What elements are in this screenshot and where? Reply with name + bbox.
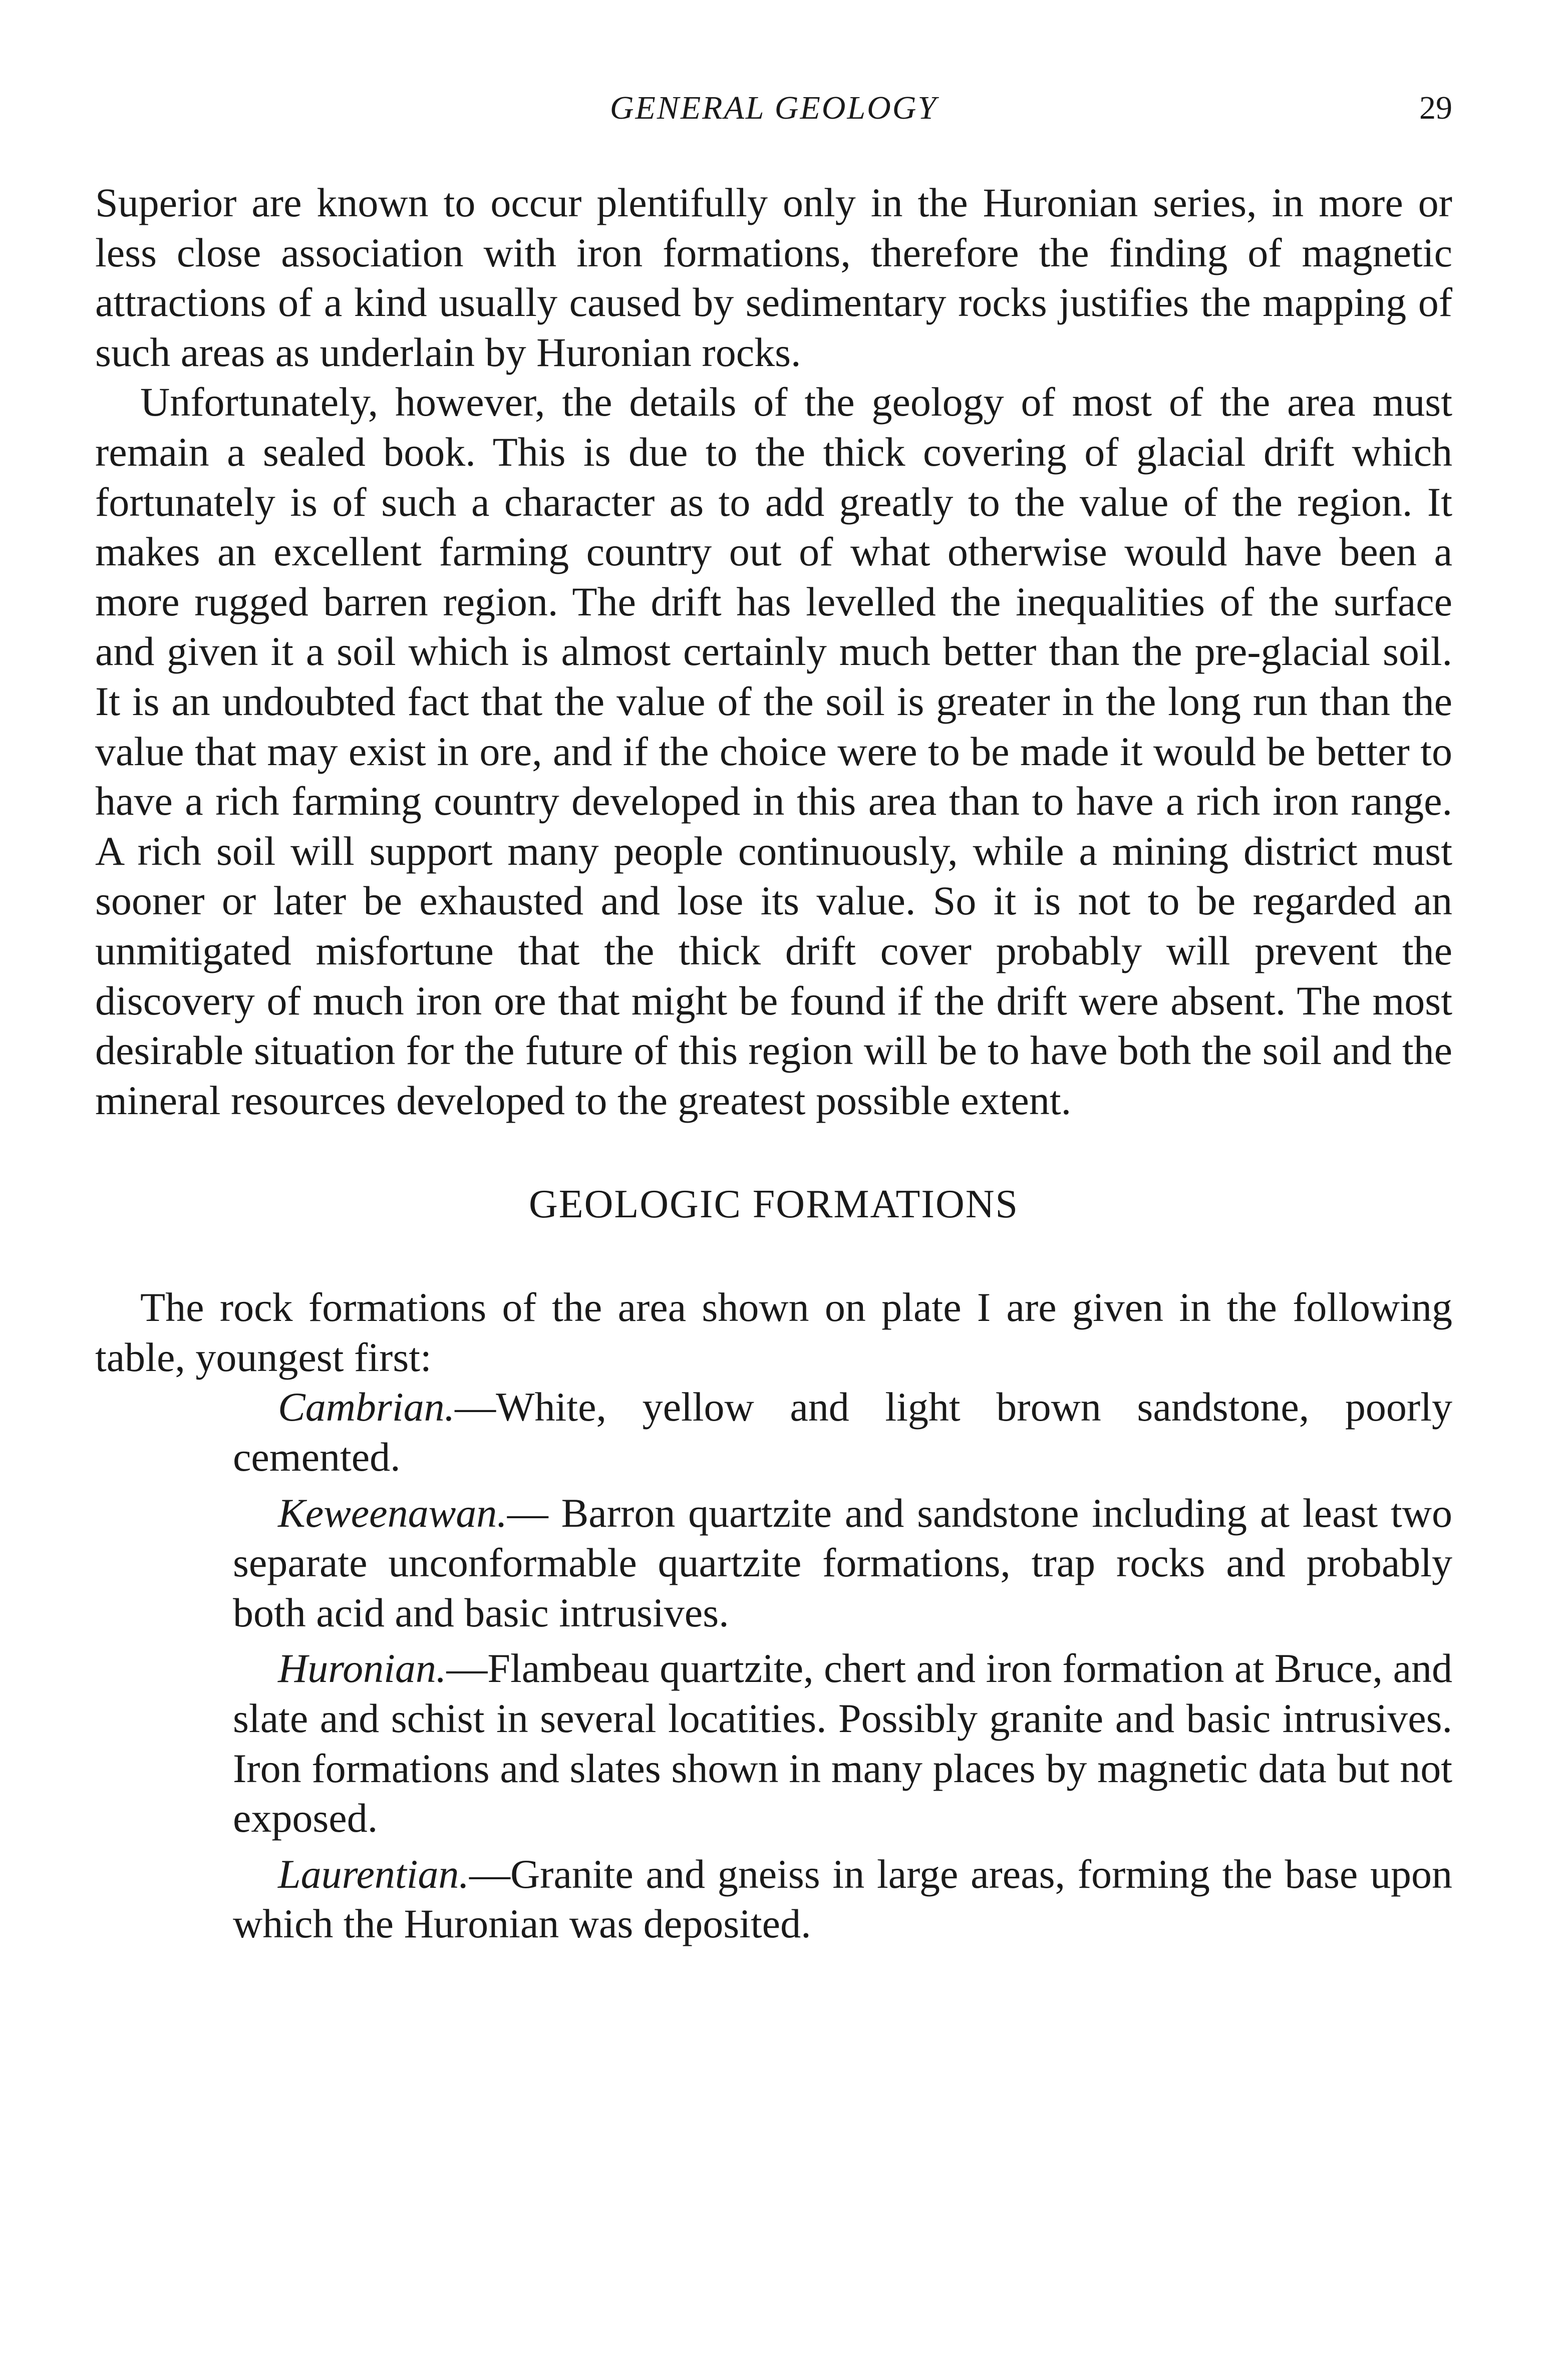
formation-name: Laurentian. — [278, 1851, 469, 1897]
section-heading: GEOLOGIC FORMATIONS — [528, 1182, 1019, 1227]
running-head — [95, 89, 1452, 139]
page-number: 29 — [1419, 90, 1452, 126]
formation-name: Cambrian. — [278, 1384, 455, 1430]
formation-keweenawan — [233, 1488, 1452, 1638]
running-title: GENERAL GEOLOGY — [609, 90, 938, 126]
formation-description: —Flambeau quartzite, chert and iron formation at Bruce, and slate and schist in several locatities. Possibly granite and basic intrusives. Iron formations and slates shown in many places by magnetic data but not exposed. — [233, 1645, 1452, 1841]
formations-list — [233, 1382, 1452, 1949]
formation-laurentian — [233, 1849, 1452, 1949]
formation-description: — Barron quartzite and sandstone including at least two separate unconformable quartzite formations, trap rocks and probably both acid and basic intrusives. — [233, 1490, 1452, 1635]
formation-cambrian — [233, 1382, 1452, 1482]
formation-description: —White, yellow and light brown sandstone, poorly cemented. — [233, 1384, 1452, 1480]
paragraph-drift: Unfortunately, however, the details of the geology of most of the area must remain a sealed book. This is due to the thick covering of glacial drift which fortunately is of such a character as to add greatly to the value of the region. It makes an excellent farming country out of what otherwise would have been a more rugged barren region. The drift has levelled the inequalities of the surface and given it a soil which is almost certainly much better than the pre-glacial soil. It is an undoubted fact that the value of the soil is greater in the long run than the value that may exist in ore, and if the choice were to be made it would be better to have a rich farming country developed in this area than to have a rich iron range. A rich soil will support many people continuously, while a mining district must sooner or later be exhausted and lose its value. So it is not to be regarded an unmitigated misfortune that the thick drift cover probably will prevent the discovery of much iron ore that might be found if the drift were absent. The most desirable situation for the future of this region will be to have both the soil and the mineral resources developed to the greatest possible extent. — [95, 379, 1452, 1123]
paragraph-continuation: Superior are known to occur plentifully only in the Huronian series, in more or less close association with iron formations, therefore the finding of magnetic attractions of a kind usually caused by sedimentary rocks justifies the mapping of such areas as underlain by Huronian rocks. — [95, 180, 1452, 375]
body-text — [95, 178, 1452, 1955]
formation-name: Keweenawan. — [278, 1490, 507, 1536]
table-intro: The rock formations of the area shown on plate I are given in the following table, youngest first: — [95, 1284, 1452, 1380]
formation-description: —Granite and gneiss in large areas, forming the base upon which the Huronian was deposited. — [233, 1851, 1452, 1947]
formation-name: Huronian. — [278, 1645, 447, 1691]
formation-huronian — [233, 1643, 1452, 1843]
